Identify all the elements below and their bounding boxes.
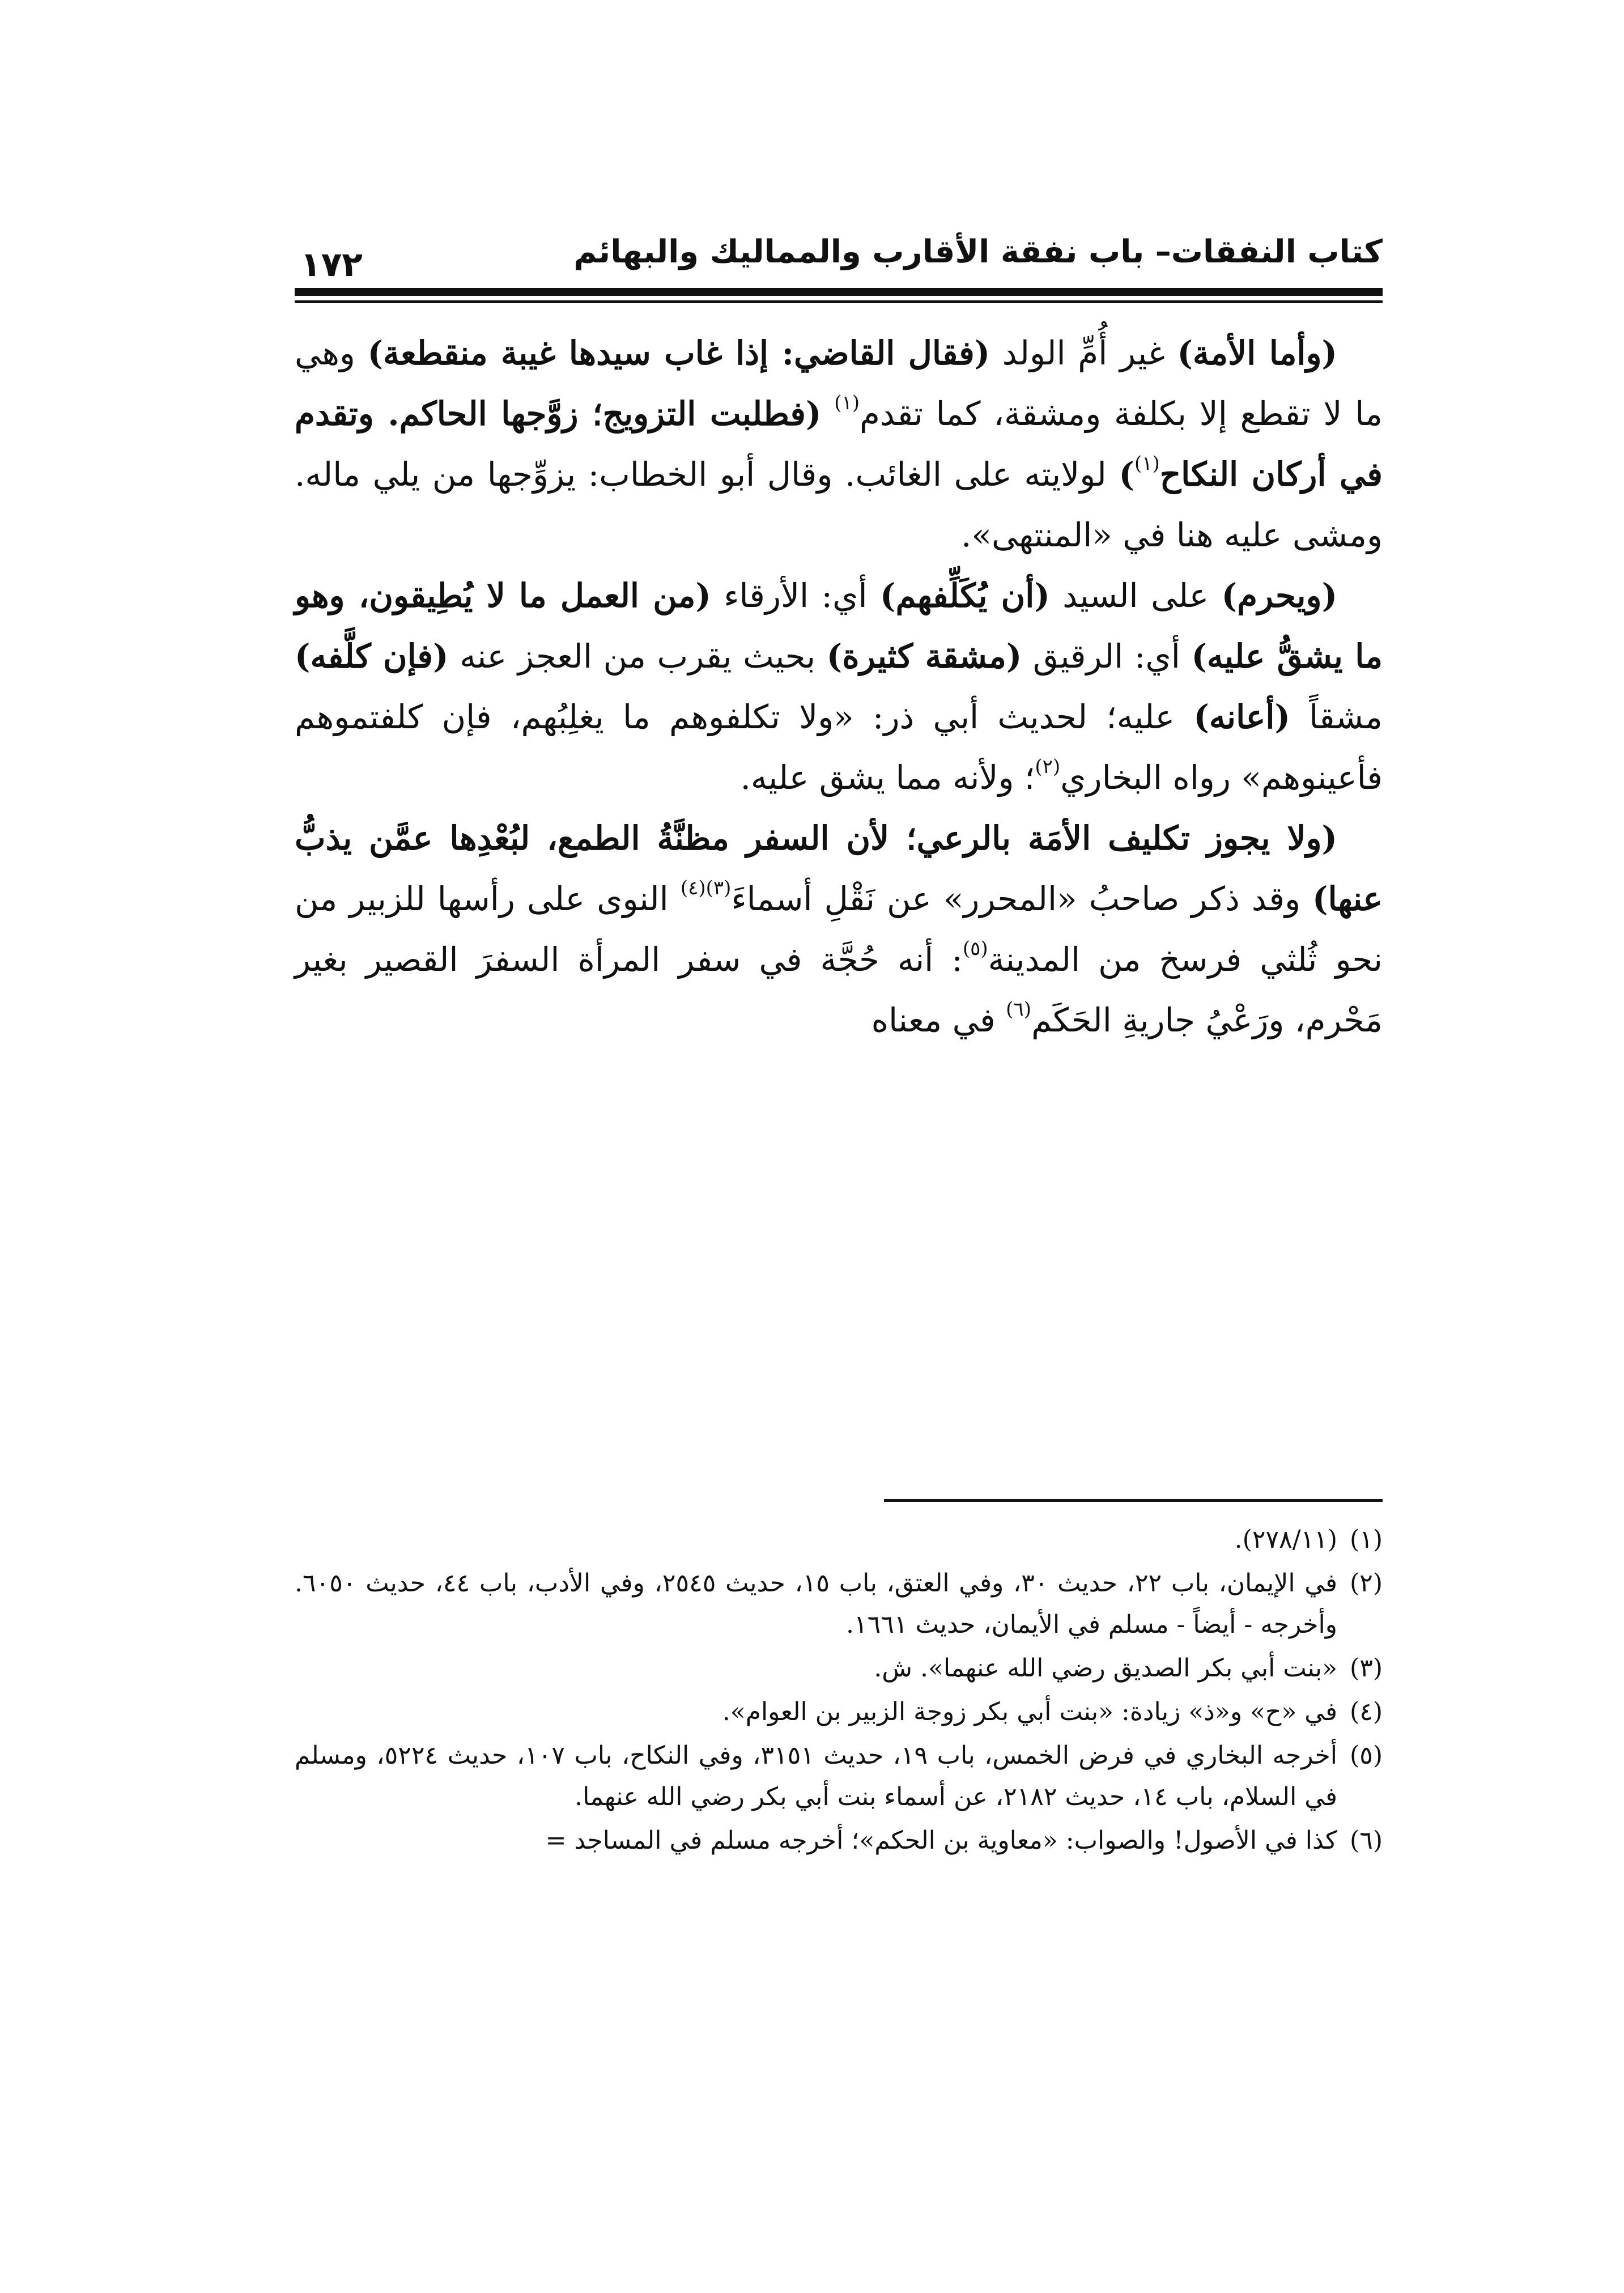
page-number: ١٧٢	[300, 245, 363, 284]
sharh-text: أي: الرقيق	[1022, 637, 1192, 676]
sharh-text: على السيد	[1049, 576, 1222, 615]
footnote-number: (٢)	[1350, 1569, 1383, 1598]
footnote-ref[interactable]: (٢)	[1035, 755, 1061, 778]
footnote-separator	[884, 1499, 1383, 1502]
paragraph-3	[295, 808, 1383, 1051]
matn-text: (ويحرم)	[1221, 576, 1338, 615]
sharh-text: غير أُمِّ الولد	[990, 334, 1177, 372]
footnote-text: أخرجه البخاري في فرض الخمس، باب ١٩، حديث ٣١٥١، وفي النكاح، باب ١٠٧، حديث ٥٢٢٤، ومسلم في السلام، باب ١٤، حديث ٢١٨٢، عن أسماء بنت أبي بكر رضي الله عنهما.	[295, 1741, 1338, 1811]
footnote-ref[interactable]: (١)	[1134, 452, 1160, 475]
footnote-ref[interactable]: (٦)	[1006, 998, 1031, 1021]
footnote-item	[295, 1562, 1383, 1645]
main-text	[295, 323, 1383, 1051]
sharh-text: وهي ما لا تقطع إلا بكلفة ومشقة، كما تقدم	[295, 334, 1383, 433]
footnote-ref[interactable]: (٤)	[680, 877, 706, 899]
footnotes	[295, 1519, 1383, 1863]
matn-text: (فطلبت التزويج؛ زوَّجها الحاكم. وتقدم في أركان النكاح	[295, 394, 1383, 494]
sharh-text: النوى على رأسها للزبير من نحو ثُلثي فرسخ من المدينة	[295, 880, 1383, 979]
sharh-text: لولايته على الغائب. وقال أبو الخطاب: يزوِّجها من يلي ماله. ومشى عليه هنا في «المنتهى».	[295, 455, 1383, 554]
matn-text: (فإن كلَّفه)	[295, 637, 449, 676]
footnote-number: (٤)	[1350, 1697, 1383, 1726]
sharh-text: في معناه	[871, 1001, 1006, 1039]
footnote-item	[295, 1691, 1383, 1733]
sharh-text: بحيث يقرب من العجز عنه	[448, 637, 827, 676]
footnote-text: «بنت أبي بكر الصديق رضي الله عنهما». ش.	[874, 1654, 1337, 1683]
sharh-text: مشقاً	[1290, 698, 1383, 736]
header-rule-thin	[295, 300, 1383, 303]
sharh-text	[821, 394, 834, 433]
footnote-text: في «ح» و«ذ» زيادة: «بنت أبي بكر زوجة الزبير بن العوام».	[722, 1697, 1337, 1726]
matn-text: (وأما الأمة)	[1177, 334, 1338, 372]
footnote-item	[295, 1519, 1383, 1560]
footnote-text: كذا في الأصول! والصواب: «معاوية بن الحكم»؛ أخرجه مسلم في المساجد =	[545, 1826, 1337, 1855]
sharh-text: ؛ ولأنه مما يشق عليه.	[740, 758, 1035, 797]
matn-text: )	[1119, 455, 1134, 494]
footnote-text: (٢٧٨/١١).	[1234, 1525, 1337, 1554]
footnote-ref[interactable]: (١)	[834, 392, 860, 414]
footnote-text: في الإيمان، باب ٢٢، حديث ٣٠، وفي العتق، باب ١٥، حديث ٢٥٤٥، وفي الأدب، باب ٤٤، حديث ٦٠٥٠. وأخرجه - أيضاً - مسلم في الأيمان، حديث ١٦٦١.	[295, 1569, 1337, 1639]
footnote-number: (٣)	[1350, 1654, 1383, 1683]
paragraph-2	[295, 566, 1383, 808]
running-header	[295, 227, 1383, 289]
paragraph-1	[295, 323, 1383, 566]
footnote-number: (٦)	[1350, 1826, 1383, 1855]
footnote-ref[interactable]: (٥)	[962, 937, 988, 960]
sharh-text: أي: الأرقاء	[711, 576, 880, 615]
footnote-number: (٥)	[1350, 1741, 1383, 1770]
matn-text: (فقال القاضي: إذا غاب سيدها غيبة منقطعة)	[367, 334, 990, 372]
footnote-ref[interactable]: (٣)	[705, 877, 732, 899]
header-rule-thick	[295, 288, 1383, 296]
matn-text: (من العمل ما لا يُطِيقون، وهو ما يشقُّ عليه)	[295, 576, 1383, 676]
footnote-item	[295, 1735, 1383, 1818]
sharh-text: عليه؛ لحديث أبي ذر: «ولا تكلفوهم ما يغلِبُهم، فإن كلفتموهم فأعينوهم» رواه البخاري	[295, 698, 1383, 797]
sharh-text: وقد ذكر صاحبُ «المحرر» عن نَقْلِ أسماءَ	[731, 880, 1313, 918]
running-title: كتاب النفقات– باب نفقة الأقارب والمماليك والبهائم	[573, 233, 1383, 270]
footnote-number: (١)	[1350, 1525, 1383, 1554]
matn-text: (أن يُكَلِّفهم)	[880, 576, 1050, 615]
footnote-item	[295, 1647, 1383, 1689]
matn-text: (أعانه)	[1193, 698, 1290, 736]
matn-text: (مشقة كثيرة)	[826, 637, 1022, 676]
footnote-item	[295, 1820, 1383, 1861]
sharh-text: : أنه حُجَّة في سفر المرأة السفرَ القصير بغير مَحْرم، ورَعْيُ جاريةِ الحَكَم	[295, 940, 1383, 1039]
matn-text: (ولا يجوز تكليف الأمَة بالرعي؛ لأن السفر مظنَّةُ الطمع، لبُعْدِها عمَّن يذبُّ عنها)	[295, 819, 1383, 918]
